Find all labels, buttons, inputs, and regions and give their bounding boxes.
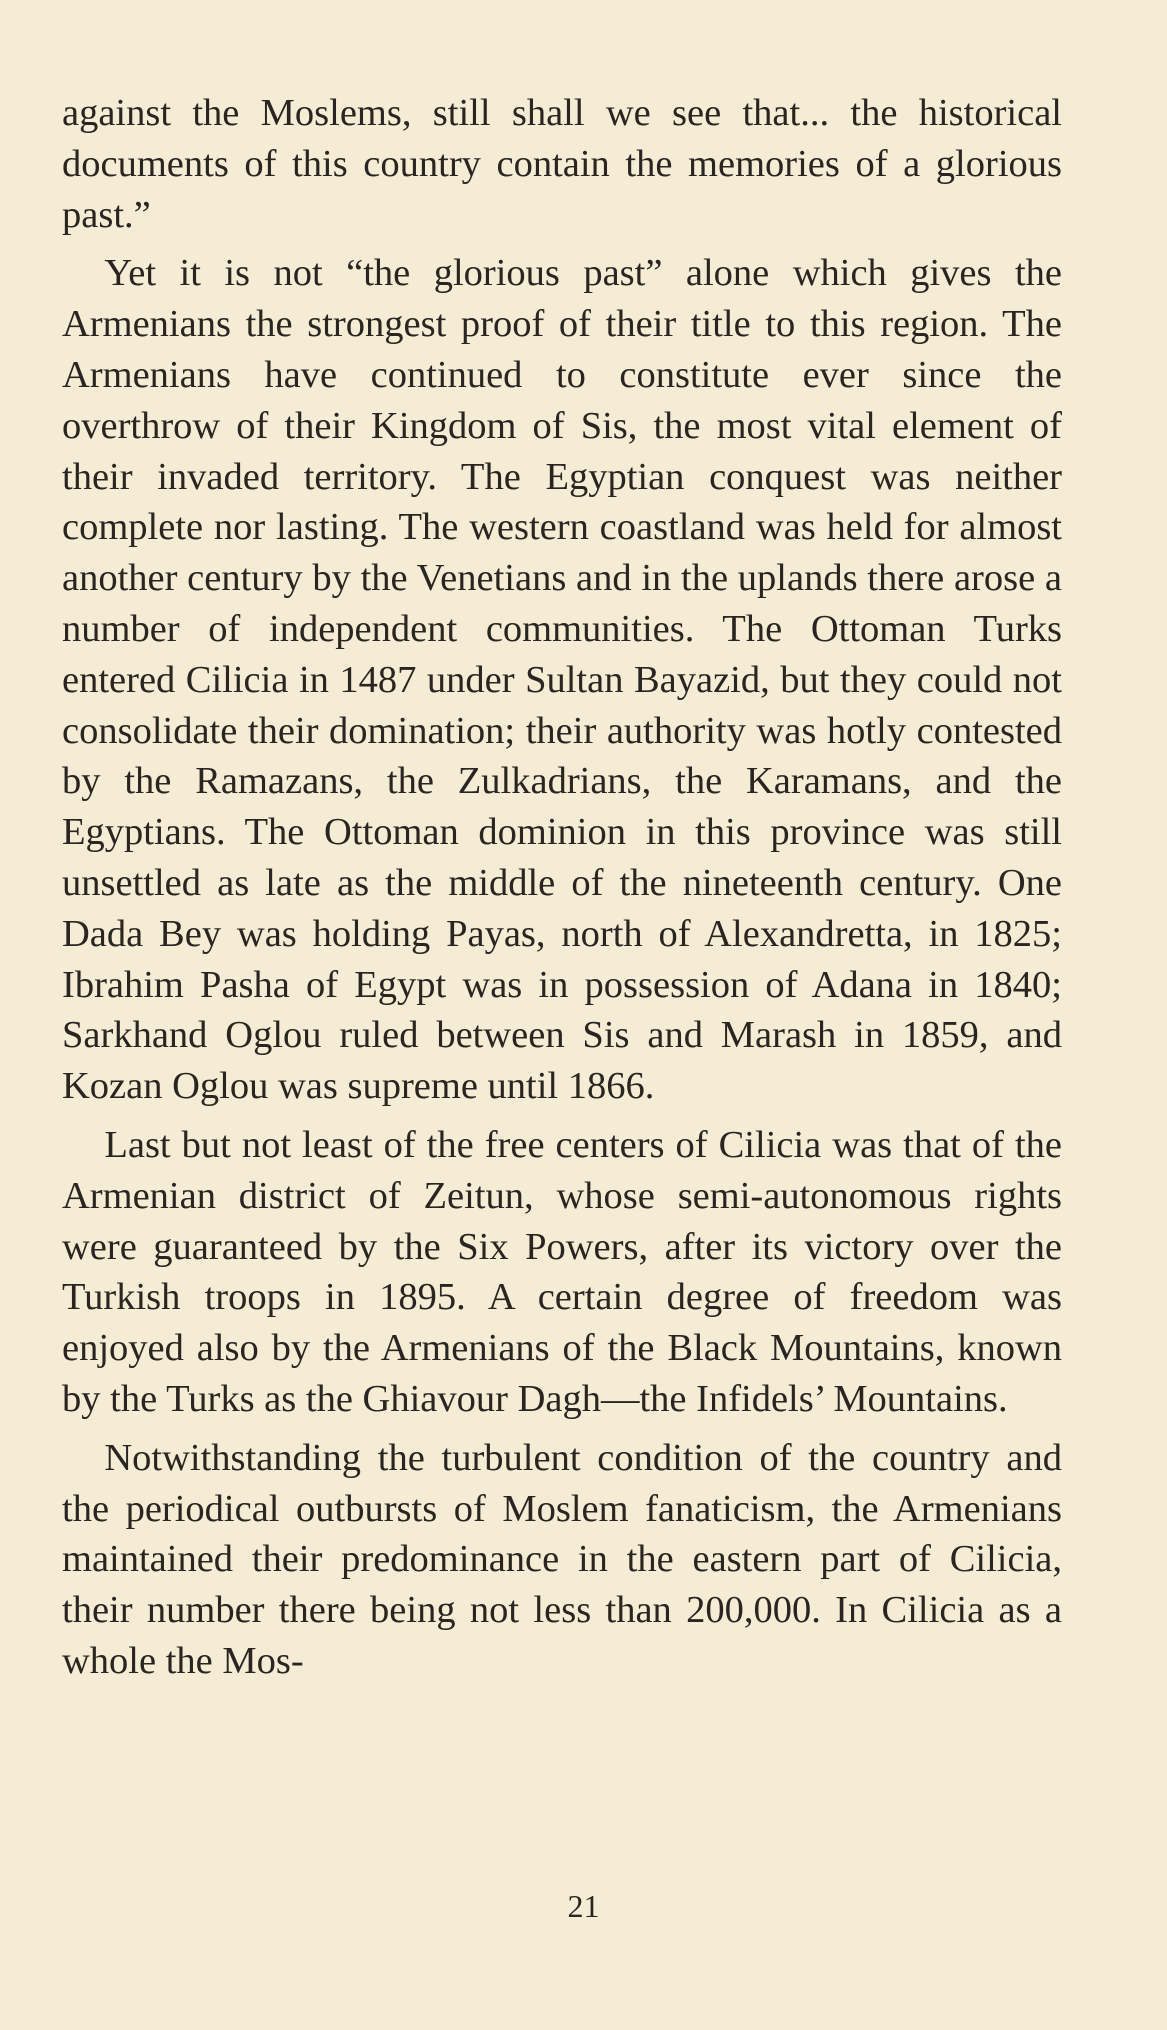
paragraph-3: Last but not least of the free centers of Cilicia was that of the Armenian district of Zeitun, whose semi-autonomous rights were guaranteed by the Six Powers, after its victory over the Turkish troops in 1895. A certain degree of freedom was enjoyed also by the Armenians of the Black Mountains, known by the Turks as the Ghiavour Dagh—the Infidels’ Mountains. xyxy=(62,1123,1062,1420)
paragraph-1: against the Moslems, still shall we see that... the historical documents of this country contain the memories of a glorious past.” xyxy=(62,92,1062,236)
body-text xyxy=(62,88,1062,1687)
paragraph-4: Notwithstanding the turbulent condition of the country and the periodical outbursts of Moslem fanaticism, the Armenians maintained their predominance in the eastern part of Cilicia, their number there being not less than 200,000. In Cilicia as a whole the Mos- xyxy=(62,1436,1062,1682)
page-number: 21 xyxy=(567,1888,600,1924)
paragraph-2: Yet it is not “the glorious past” alone which gives the Armenians the strongest proof of their title to this region. The Armenians have continued to constitute ever since the overthrow of their Kingdom of Sis, the most vital element of their invaded territory. The Egyptian conquest was neither complete nor lasting. The western coastland was held for almost another century by the Venetians and in the uplands there arose a number of independent communities. The Ottoman Turks entered Cilicia in 1487 under Sultan Bayazid, but they could not consolidate their domination; their authority was hotly contested by the Ramazans, the Zulkadrians, the Karamans, and the Egyptians. The Ottoman dominion in this province was still unsettled as late as the middle of the nineteenth century. One Dada Bey was holding Payas, north of Alexandretta, in 1825; Ibrahim Pasha of Egypt was in possession of Adana in 1840; Sarkhand Oglou ruled between Sis and Marash in 1859, and Kozan Oglou was supreme until 1866. xyxy=(62,252,1062,1108)
